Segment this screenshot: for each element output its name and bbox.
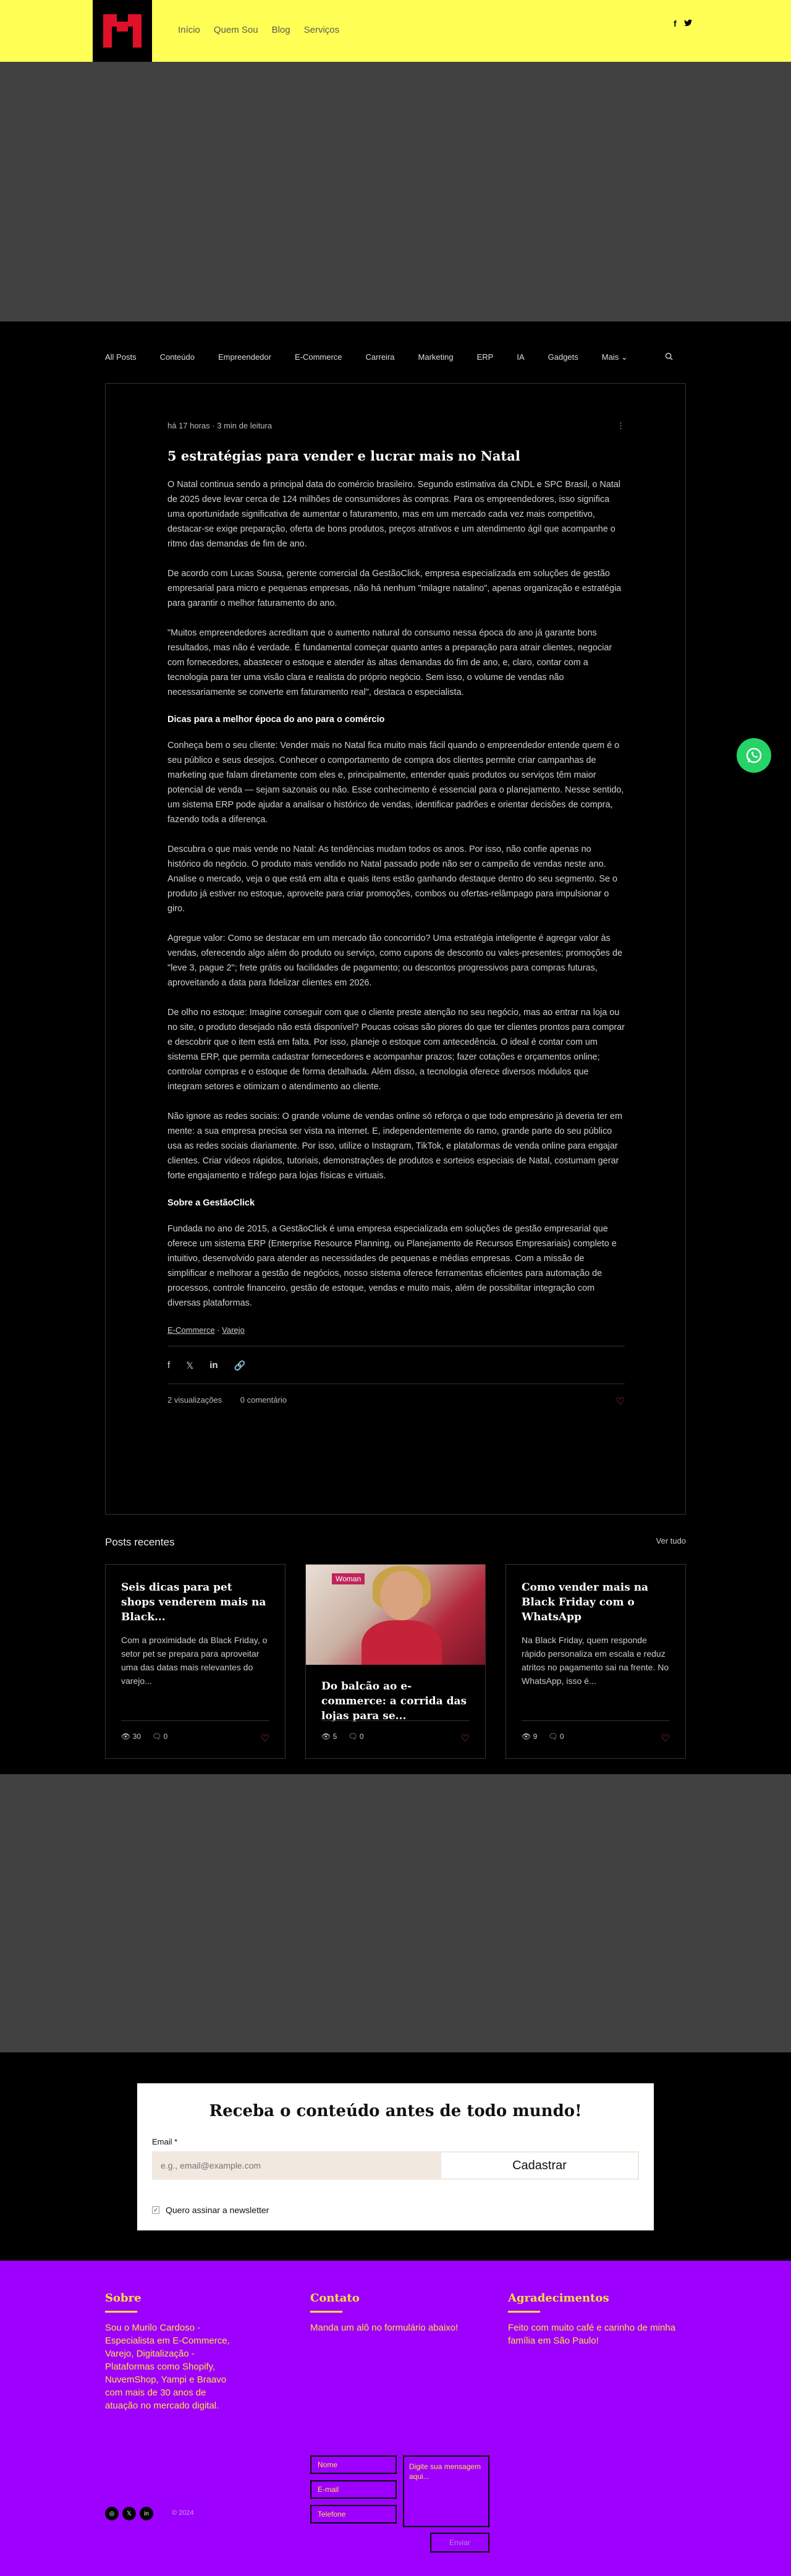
category-ia[interactable]: IA	[517, 352, 525, 362]
recent-post-image[interactable]	[306, 1565, 485, 1665]
post-subheading: Dicas para a melhor época do ano para o comércio	[167, 715, 385, 725]
footer-title-bar	[508, 2311, 540, 2313]
footer-thanks-title: Agradecimentos	[508, 2292, 609, 2305]
eye-icon: 👁 30	[121, 1732, 141, 1741]
recent-post-card[interactable]	[305, 1564, 486, 1759]
x-share-icon[interactable]: 𝕏	[186, 1361, 194, 1371]
recent-post-excerpt: Com a proximidade da Black Friday, o setor pet se prepara para aproveitar uma das datas mais relevantes do varejo...	[121, 1635, 268, 1686]
recent-posts-title: Posts recentes	[105, 1536, 175, 1548]
post-meta-text: há 17 horas · 3 min de leitura	[167, 421, 273, 430]
post-paragraph: Conheça bem o seu cliente: Vender mais no Natal fica muito mais fácil quando o empreendedor entende quem é o seu público e seus desejos. Conhecer o comportamento de compra dos clientes permite criar campanhas de marketing que falam diretamente com eles e, principalmente, entender quais produtos ou serviços têm maior potencial de venda — sejam sazonais ou não. Esse conhecimento é essencial para o planejamento. Nesse sentido, um sistema ERP pode ajudar a analisar o histórico de vendas, identificar padrões e orientar decisões de compra, fazendo toda a diferença.	[167, 741, 624, 825]
send-button[interactable]: Enviar	[430, 2533, 489, 2553]
post-paragraph: Descubra o que mais vende no Natal: As tendências mudam todos os anos. Por isso, não confie apenas no histórico do negócio. O produto mais vendido no Natal passado pode não ser o campeão de vendas neste ano. Analise o mercado, veja o que está em alta e quais itens estão ganhando destaque dentro do seu segmento. Se o produto já estiver no estoque, aproveite para criar promoções, combos ou ofertas-relâmpago para impulsionar o giro.	[167, 844, 618, 914]
recent-post-footer	[121, 1720, 269, 1745]
facebook-icon[interactable]: f	[674, 19, 677, 28]
category-marketing[interactable]: Marketing	[418, 352, 454, 362]
comment-icon: 🗨 0	[548, 1732, 564, 1741]
recent-post-card[interactable]	[105, 1564, 286, 1759]
checkbox-label: Quero assinar a newsletter	[166, 2205, 269, 2215]
footer-about-text: Sou o Murilo Cardoso - Especialista em E-Commerce, Varejo, Digitalização - Plataformas como Shopify, NuvemShop, Yampi e Braavo com mais de 30 anos de atuação no mercado digital.	[105, 2323, 230, 2411]
recent-posts-header	[105, 1536, 686, 1549]
like-heart-icon[interactable]: ♡	[460, 1733, 470, 1744]
category-ecommerce[interactable]: E-Commerce	[294, 352, 342, 362]
category-gadgets[interactable]: Gadgets	[548, 352, 578, 362]
email-label: Email *	[152, 2137, 178, 2146]
logo-mark-icon	[101, 9, 144, 53]
post-subheading: Sobre a GestãoClick	[167, 1198, 255, 1208]
email-field[interactable]: E-mail	[310, 2480, 397, 2499]
checkbox-icon[interactable]: ✓	[152, 2206, 159, 2214]
newsletter-box	[137, 2083, 654, 2230]
facebook-share-icon[interactable]: f	[167, 1360, 171, 1371]
category-conteudo[interactable]: Conteúdo	[159, 352, 195, 362]
like-heart-icon[interactable]: ♡	[615, 1396, 625, 1407]
post-paragraph: Não ignore as redes sociais: O grande volume de vendas online só reforça o que todo empresário já deveria ter em mente: a sua empresa precisa ser vista na internet. E, independentemente do ramo, grande parte do seu público usa as redes sociais diariamente. Por isso, utilize o Instagram, TikTok, e plataformas de venda online para engajar clientes. Criar vídeos rápidos, tutoriais, demonstrações de produtos e sorteios especiais de Natal, costumam gerar forte engajamento e tráfego para lojas físicas e virtuais.	[167, 1112, 622, 1181]
recent-post-excerpt: Na Black Friday, quem responde rápido personaliza em escala e reduz atritos no pagamento sai na frente. No WhatsApp, isso é...	[522, 1635, 669, 1686]
phone-field[interactable]: Telefone	[310, 2505, 397, 2523]
recent-post-footer	[321, 1720, 470, 1745]
search-icon[interactable]	[665, 352, 673, 362]
comments-count[interactable]: 0 comentário	[240, 1395, 287, 1405]
image-sign-text: Woman	[332, 1573, 365, 1584]
linkedin-icon[interactable]: in	[140, 2507, 153, 2520]
footer-thanks	[508, 2292, 693, 2347]
nav-inicio[interactable]: Início	[178, 25, 200, 35]
name-field[interactable]: Nome	[310, 2455, 397, 2474]
recent-post-title[interactable]: Como vender mais na Black Friday com o WhatsApp	[522, 1581, 649, 1623]
banner-placeholder	[0, 1774, 791, 2052]
category-empreendedor[interactable]: Empreendedor	[218, 352, 271, 362]
share-row	[167, 1358, 625, 1384]
footer-title-bar	[310, 2311, 342, 2313]
post-paragraph: Agregue valor: Como se destacar em um mercado tão concorrido? Uma estratégia inteligente é agregar valor às vendas, oferecendo algo além do produto ou serviço, como cupons de desconto ou vales-presentes; promoções de "leve 3, pague 2"; frete grátis ou facilidades de pagamento; ou descontos progressivos para compras futuras, aproveitando a data para fidelizar clientes em 2026.	[167, 933, 622, 988]
see-all-link[interactable]: Ver tudo	[656, 1536, 686, 1545]
footer-contact-title: Contato	[310, 2292, 360, 2305]
site-footer	[0, 2261, 791, 2576]
eye-icon: 👁 5	[321, 1732, 337, 1741]
subscribe-button[interactable]: Cadastrar	[440, 2151, 639, 2180]
footer-copyright: © 2024	[172, 2509, 194, 2517]
category-more[interactable]: Mais ⌄	[601, 352, 628, 362]
blog-category-nav	[0, 321, 791, 383]
footer-social	[105, 2507, 153, 2520]
post-title: 5 estratégias para vender e lucrar mais no Natal	[167, 448, 520, 464]
post-content	[167, 421, 625, 1408]
nav-quem-sou[interactable]: Quem Sou	[213, 25, 258, 35]
newsletter-title: Receba o conteúdo antes de todo mundo!	[209, 2102, 582, 2120]
post-stats	[167, 1395, 625, 1408]
comment-icon: 🗨 0	[151, 1732, 168, 1741]
views-count: 2 visualizações	[167, 1395, 222, 1405]
whatsapp-icon[interactable]	[737, 738, 771, 773]
tag-varejo[interactable]: Varejo	[222, 1325, 245, 1335]
category-carreira[interactable]: Carreira	[365, 352, 395, 362]
message-field[interactable]: Digite sua mensagem aqui...	[403, 2455, 489, 2527]
recent-post-title[interactable]: Seis dicas para pet shops venderem mais na Black...	[121, 1581, 266, 1623]
site-header	[0, 0, 791, 62]
footer-title-bar	[105, 2311, 137, 2313]
email-input[interactable]	[152, 2151, 442, 2180]
footer-contact	[310, 2292, 496, 2334]
post-paragraph: O Natal continua sendo a principal data do comércio brasileiro. Segundo estimativa da CNDL e SPC Brasil, o Natal de 2025 deve levar cerca de 124 milhões de consumidores às compras. Para os empreendedores, isso significa uma oportunidade significativa de aumentar o faturamento, mas em um mercado cada vez mais competitivo, destacar-se exige preparação, oferta de bons produtos, preços atrativos e um atendimento ágil que acompanhe o ritmo das demandas de fim de ano.	[167, 480, 620, 549]
post-paragraph: Fundada no ano de 2015, a GestãoClick é uma empresa especializada em soluções de gestão empresarial que oferece um sistema ERP (Enterprise Resource Planning, ou Planejamento de Recursos Empresariais) completo e intuitivo, desenvolvido para atender as necessidades de pequenas e médias empresas. Com a missão de simplificar e melhorar a gestão de negócios, nosso sistema oferece ferramentas eficientes para automação de processos, controle financeiro, gestão de estoque, vendas e muito mais, além de possibilitar integração com diversas plataformas.	[167, 1224, 617, 1308]
photo-dress-shape	[362, 1620, 442, 1665]
instagram-icon[interactable]: ◎	[105, 2507, 119, 2520]
recent-post-card[interactable]	[505, 1564, 686, 1759]
post-paragraph: De olho no estoque: Imagine conseguir com que o cliente preste atenção no seu negócio, mas ao entrar na loja ou no site, o produto desejado não está disponível? Poucas coisas são piores do que ter clientes prontos para comprar e descobrir que o item está em falta. Por isso, planeje o estoque com antecedência. O ideal é contar com um sistema ERP, que permita cadastrar fornecedores e acompanhar prazos; fazer cotações e orçamentos online; controlar compras e o estoque de forma detalhada. Além disso, a tecnologia oferece diversos módulos que integram setores e otimizam o atendimento ao cliente.	[167, 1008, 625, 1092]
category-all-posts[interactable]: All Posts	[105, 352, 137, 362]
like-heart-icon[interactable]: ♡	[661, 1733, 670, 1744]
tag-ecommerce[interactable]: E-Commerce	[167, 1325, 215, 1335]
post-tags	[167, 1325, 625, 1335]
footer-about	[105, 2292, 290, 2412]
post-card	[105, 383, 686, 1515]
nav-blog[interactable]: Blog	[271, 25, 290, 35]
linkedin-share-icon[interactable]: in	[209, 1360, 218, 1371]
post-meta	[167, 421, 625, 431]
category-erp[interactable]: ERP	[476, 352, 494, 362]
photo-head-shape	[380, 1571, 423, 1620]
nav-servicos[interactable]: Serviços	[303, 25, 340, 35]
more-options-icon[interactable]: ⋮	[617, 421, 625, 430]
comment-icon: 🗨 0	[348, 1732, 364, 1741]
newsletter-checkbox-row[interactable]	[152, 2205, 269, 2215]
footer-about-title: Sobre	[105, 2292, 142, 2305]
recent-posts-grid	[105, 1564, 686, 1759]
eye-icon: 👁 9	[522, 1732, 538, 1741]
site-logo[interactable]	[93, 0, 152, 62]
header-social	[674, 19, 692, 28]
footer-thanks-text: Feito com muito café e carinho de minha família em São Paulo!	[508, 2323, 675, 2346]
recent-post-title[interactable]: Do balcão ao e-commerce: a corrida das lojas para se...	[321, 1680, 467, 1722]
tag-separator: ·	[217, 1325, 220, 1335]
footer-contact-text: Manda um alô no formulário abaixo!	[310, 2323, 459, 2333]
hero-placeholder	[0, 62, 791, 321]
x-icon[interactable]: 𝕏	[122, 2507, 136, 2520]
like-heart-icon[interactable]: ♡	[260, 1733, 269, 1744]
twitter-icon[interactable]	[684, 19, 692, 28]
link-share-icon[interactable]: 🔗	[234, 1361, 246, 1371]
main-nav	[178, 25, 339, 35]
recent-post-footer	[522, 1720, 670, 1745]
post-paragraph: De acordo com Lucas Sousa, gerente comercial da GestãoClick, empresa especializada em soluções de gestão empresarial para micro e pequenas empresas, não há nenhum "milagre natalino", apenas organização e estratégia para garantir o melhor faturamento do ano.	[167, 569, 622, 608]
post-paragraph: "Muitos empreendedores acreditam que o aumento natural do consumo nessa época do ano já garante bons resultados, mas não é verdade. É fundamental começar quanto antes a preparação para atrair clientes, negociar com fornecedores, abastecer o estoque e atender às altas demandas do fim de ano, e, claro, contar com a tecnologia para ter uma visão clara e realista do próprio negócio. Sem isso, o volume de vendas não necessariamente se converte em faturamento real", destaca o especialista.	[167, 628, 612, 697]
